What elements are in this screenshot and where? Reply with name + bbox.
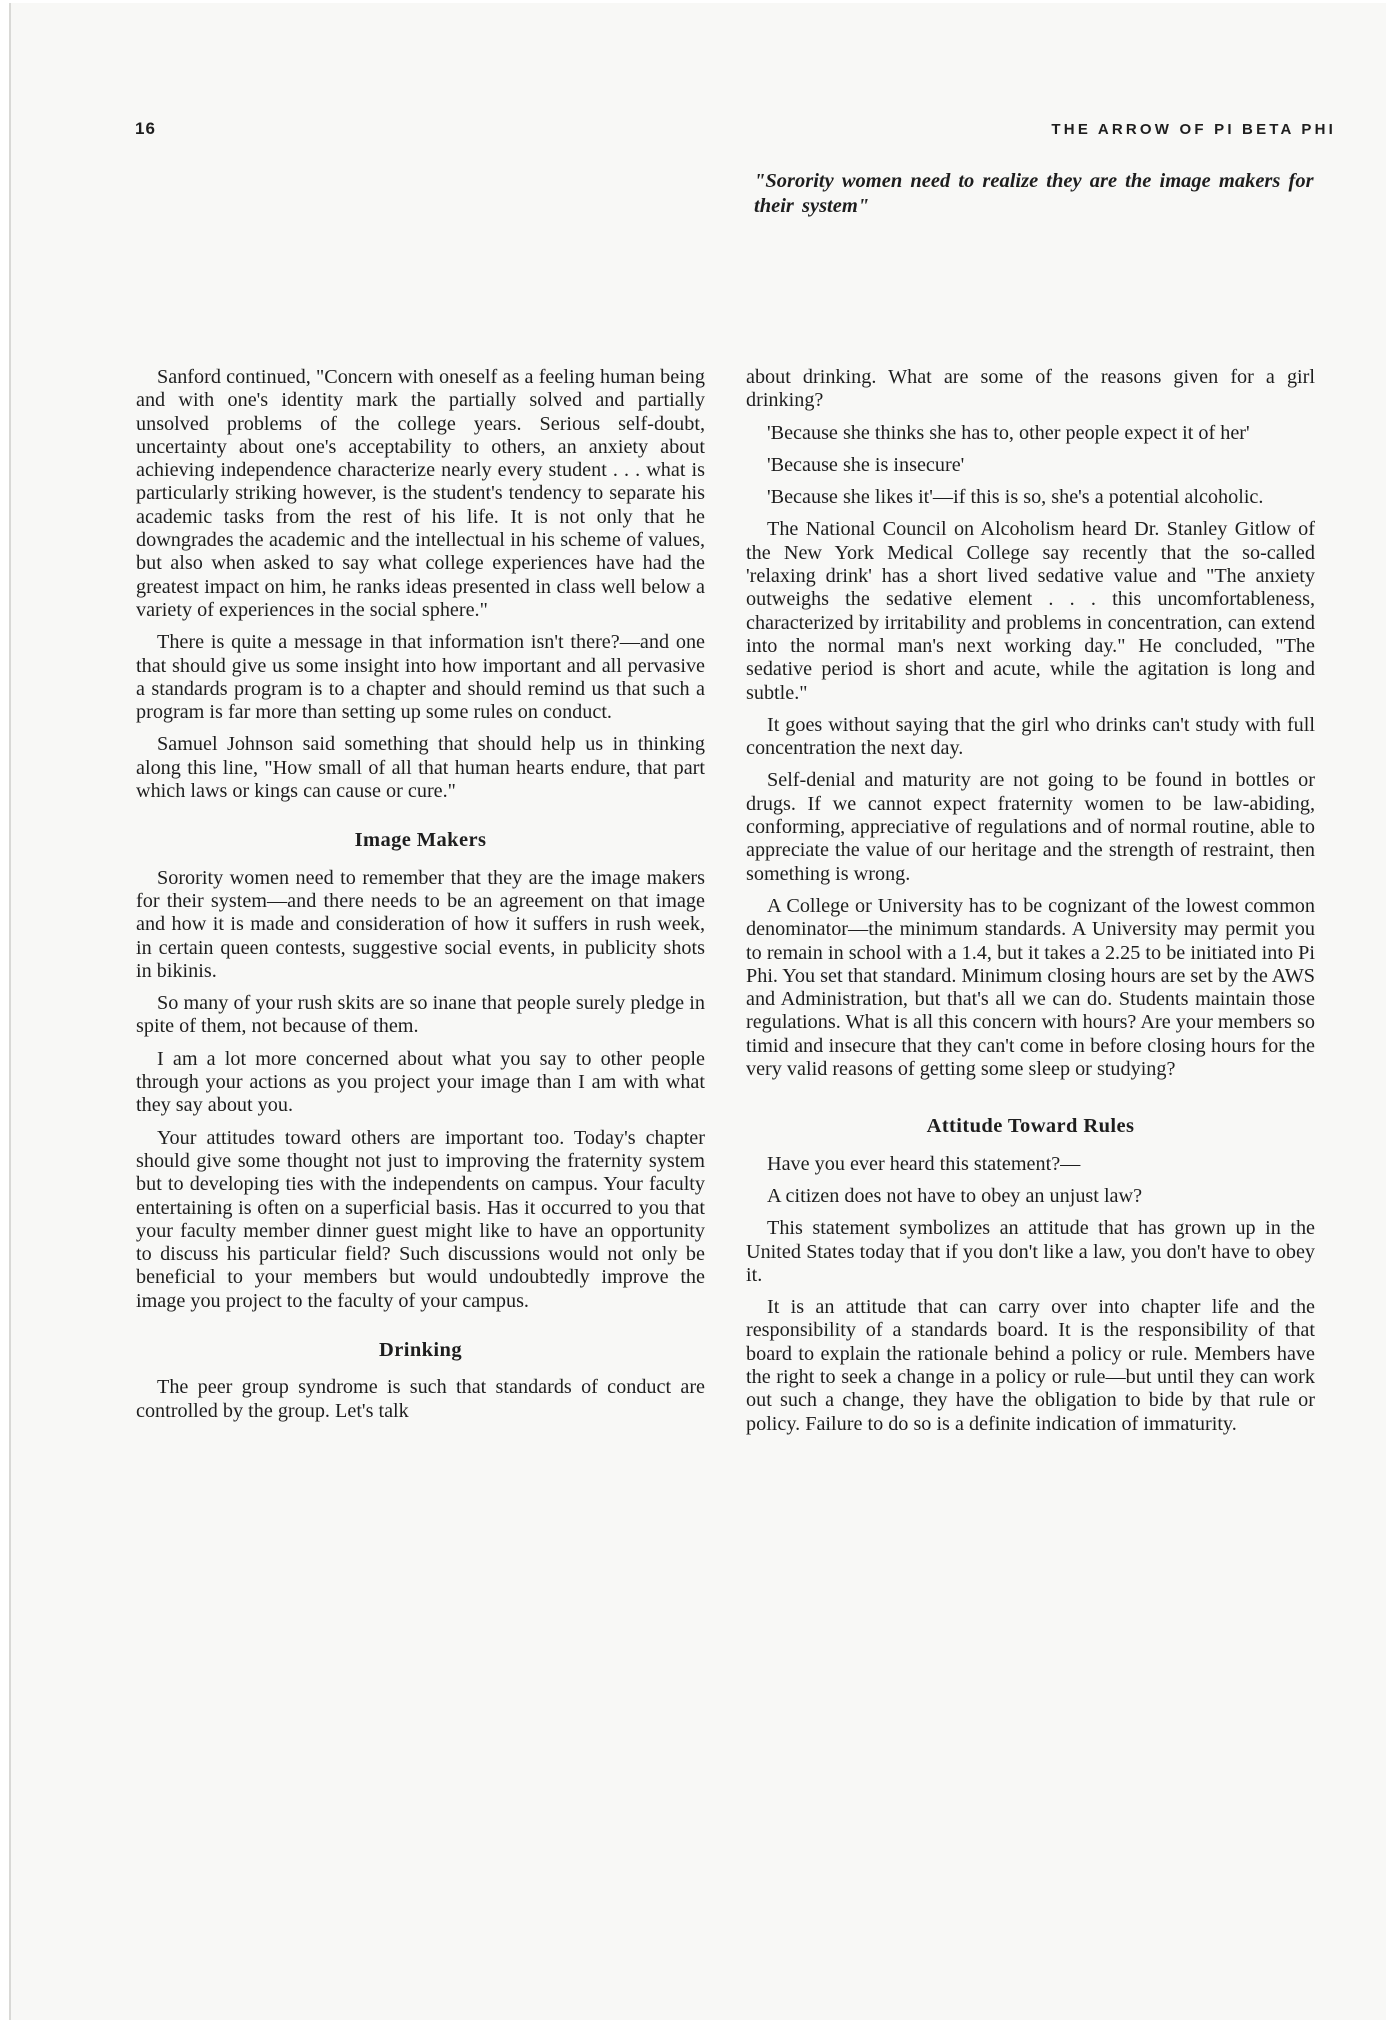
left-column bbox=[136, 366, 705, 1432]
paragraph: The National Council on Alcoholism heard Dr. Stanley Gitlow of the New York Medical College say recently that the so-called 'relaxing drink' has a short lived sedative value and "The anxiety outweighs the sedative element . . . this uncomfortableness, characterized by irritability and problems in concentration, can extend into the normal man's next working day." He concluded, "The sedative period is short and acute, while the agitation is long and subtle." bbox=[746, 518, 1315, 704]
paragraph: Self-denial and maturity are not going to be found in bottles or drugs. If we cannot expect fraternity women to be law-abiding, conforming, appreciative of regulations and of normal routine, able to appreciate the value of our heritage and the strength of restraint, then something is wrong. bbox=[746, 769, 1315, 885]
paragraph: It is an attitude that can carry over into chapter life and the responsibility of a standards board. It is the responsibility of that board to explain the rationale behind a policy or rule. Members have the right to seek a change in a policy or rule—but until they can work out such a change, they have the obligation to bide by that rule or policy. Failure to do so is a definite indication of immaturity. bbox=[746, 1296, 1315, 1435]
paragraph: A citizen does not have to obey an unjust law? bbox=[767, 1184, 1143, 1207]
paragraph: 'Because she likes it'—if this is so, she's a potential alcoholic. bbox=[767, 486, 1264, 509]
section-heading-image-makers: Image Makers bbox=[354, 829, 487, 852]
paragraph: This statement symbolizes an attitude that has grown up in the United States today that if you don't like a law, you don't have to obey it. bbox=[746, 1217, 1315, 1286]
right-column bbox=[746, 366, 1315, 1445]
paragraph: Samuel Johnson said something that should help us in thinking along this line, "How small of all that human hearts endure, that part which laws or kings can cause or cure." bbox=[136, 733, 705, 803]
section-heading-drinking: Drinking bbox=[379, 1338, 462, 1361]
paragraph: There is quite a message in that information isn't there?—and one that should give us some insight into how important and all pervasive a standards program is to a chapter and should remind us that such a program is far more than setting up some rules on conduct. bbox=[136, 631, 705, 724]
paragraph: The peer group syndrome is such that standards of conduct are controlled by the group. Let's talk bbox=[136, 1376, 705, 1422]
paragraph: 'Because she thinks she has to, other people expect it of her' bbox=[767, 421, 1250, 444]
pull-quote: "Sorority women need to realize they are the image makers for their system" bbox=[754, 170, 1314, 217]
paragraph: 'Because she is insecure' bbox=[767, 453, 965, 476]
paragraph: Sanford continued, "Concern with oneself as a feeling human being and with one's identity mark the partially solved and partially unsolved problems of the college years. Serious self-doubt, uncertainty about one's acceptability to others, an anxiety about achieving independence characterize nearly every student . . . what is particularly striking however, is the student's tendency to separate his academic tasks from the rest of his life. It is not only that he downgrades the academic and the intellectual in his scheme of values, but also when asked to say what college experiences have had the greatest impact on him, he ranks ideas presented in class well below a variety of experiences in the social sphere." bbox=[136, 366, 705, 621]
running-head: THE ARROW OF PI BETA PHI bbox=[1051, 121, 1336, 138]
paragraph: Your attitudes toward others are important too. Today's chapter should give some thought not just to improving the fraternity system but to developing ties with the independents on campus. Your faculty entertaining is often on a superficial basis. Has it occurred to you that your faculty member dinner guest might like to have an opportunity to discuss his particular field? Such discussions would not only be beneficial to your members but would undoubtedly improve the image you project to the faculty of your campus. bbox=[136, 1126, 705, 1312]
paragraph: So many of your rush skits are so inane that people surely pledge in spite of them, not because of them. bbox=[136, 992, 705, 1038]
paragraph: I am a lot more concerned about what you say to other people through your actions as you project your image than I am with what they say about you. bbox=[136, 1047, 705, 1117]
paragraph: Have you ever heard this statement?— bbox=[767, 1152, 1081, 1175]
paragraph: It goes without saying that the girl who drinks can't study with full concentration the next day. bbox=[746, 713, 1315, 760]
paragraph: A College or University has to be cognizant of the lowest common denominator—the minimum standards. A University may permit you to remain in school with a 1.4, but it takes a 2.25 to be initiated into Pi Phi. You set that standard. Minimum closing hours are set by the AWS and Administration, but that's all we can do. Students maintain those regulations. What is all this concern with hours? Are your members so timid and insecure that they can't come in before closing hours for the very valid reasons of getting some sleep or studying? bbox=[746, 894, 1315, 1081]
section-heading-attitude-toward-rules: Attitude Toward Rules bbox=[926, 1115, 1135, 1138]
paragraph: Sorority women need to remember that they are the image makers for their system—and there needs to be an agreement on that image and how it is made and consideration of how it suffers in rush week, in certain queen contests, suggestive social events, in publicity shots in bikinis. bbox=[136, 866, 705, 982]
magazine-page bbox=[9, 3, 1386, 2020]
paragraph: about drinking. What are some of the reasons given for a girl drinking? bbox=[746, 366, 1315, 412]
page-number: 16 bbox=[135, 119, 156, 138]
